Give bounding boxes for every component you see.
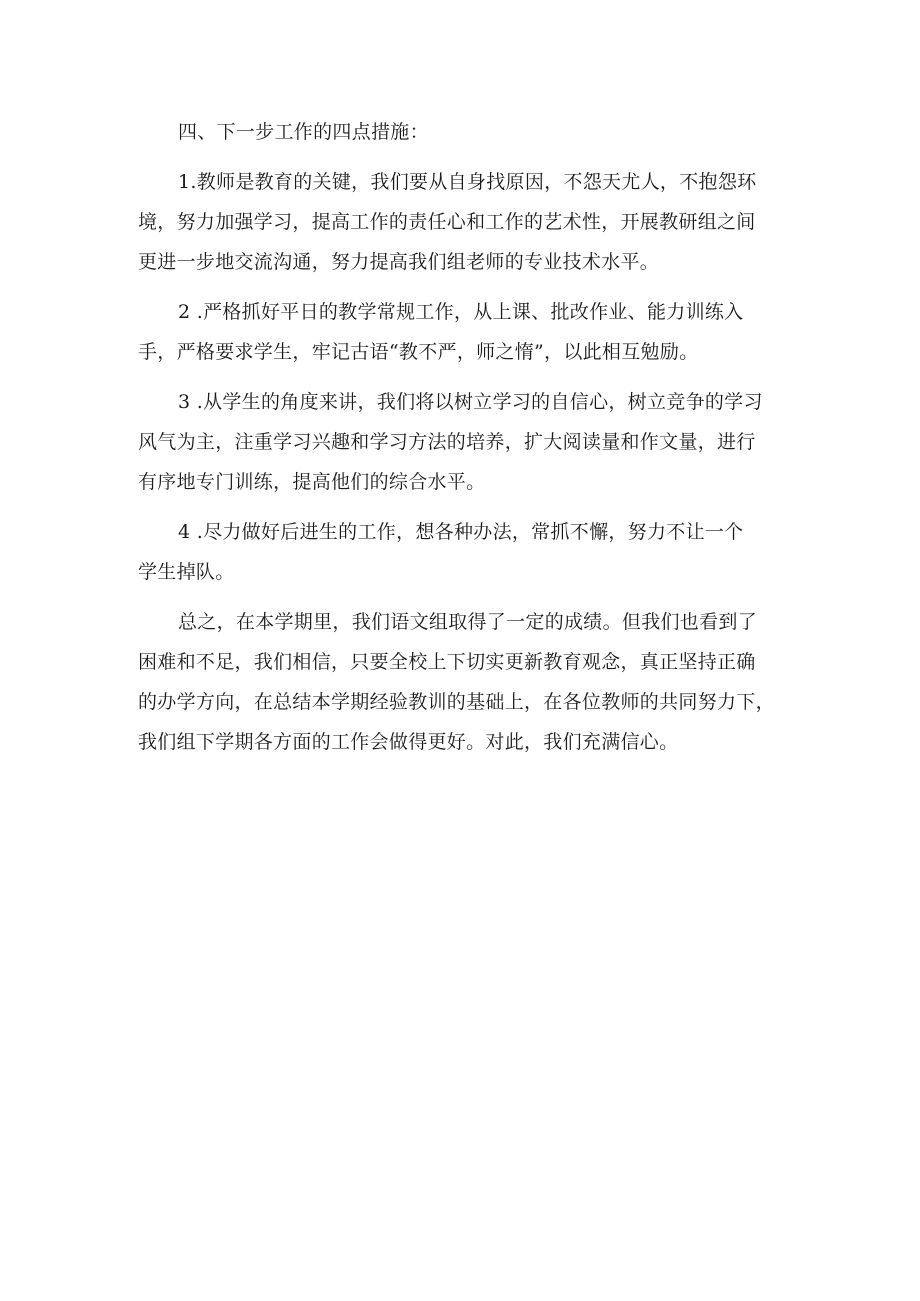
paragraph-line: 的办学方向，在总结本学期经验教训的基础上，在各位教师的共同努力下，	[138, 691, 775, 713]
paragraph-measure-4	[138, 512, 798, 592]
paragraph-line: 境，努力加强学习，提高工作的责任心和工作的艺术性，开展教研组之间	[138, 211, 756, 233]
paragraph-line: 1.教师是教育的关键，我们要从自身找原因，不怨天尤人，不抱怨环	[178, 171, 757, 193]
paragraph-conclusion	[138, 602, 798, 762]
paragraph-line: 总之，在本学期里，我们语文组取得了一定的成绩。但我们也看到了	[178, 611, 758, 633]
paragraph-measure-2	[138, 292, 798, 372]
paragraph-measure-3	[138, 382, 798, 502]
paragraph-line: 我们组下学期各方面的工作会做得更好。对此，我们充满信心。	[138, 731, 679, 753]
paragraph-line: 有序地专门训练，提高他们的综合水平。	[138, 471, 486, 493]
paragraph-line: 更进一步地交流沟通，努力提高我们组老师的专业技术水平。	[138, 251, 660, 273]
paragraph-line: 困难和不足，我们相信，只要全校上下切实更新教育观念，真正坚持正确	[138, 651, 756, 673]
section-heading: 四、下一步工作的四点措施：	[178, 121, 429, 143]
paragraph-line: 风气为主，注重学习兴趣和学习方法的培养，扩大阅读量和作文量，进行	[138, 431, 756, 453]
paragraph-line: 手，严格要求学生，牢记古语“教不严，师之惰”，以此相互勉励。	[138, 341, 699, 363]
document-body	[138, 112, 798, 762]
paragraph-line: 3 .从学生的角度来讲，我们将以树立学习的自信心，树立竞争的学习	[178, 391, 763, 413]
paragraph-line: 2 .严格抓好平日的教学常规工作，从上课、批改作业、能力训练入	[178, 301, 744, 323]
paragraph-line: 4 .尽力做好后进生的工作，想各种办法，常抓不懈，努力不让一个	[178, 521, 744, 543]
paragraph-measure-1	[138, 162, 798, 282]
paragraph-line: 学生掉队。	[138, 561, 235, 583]
